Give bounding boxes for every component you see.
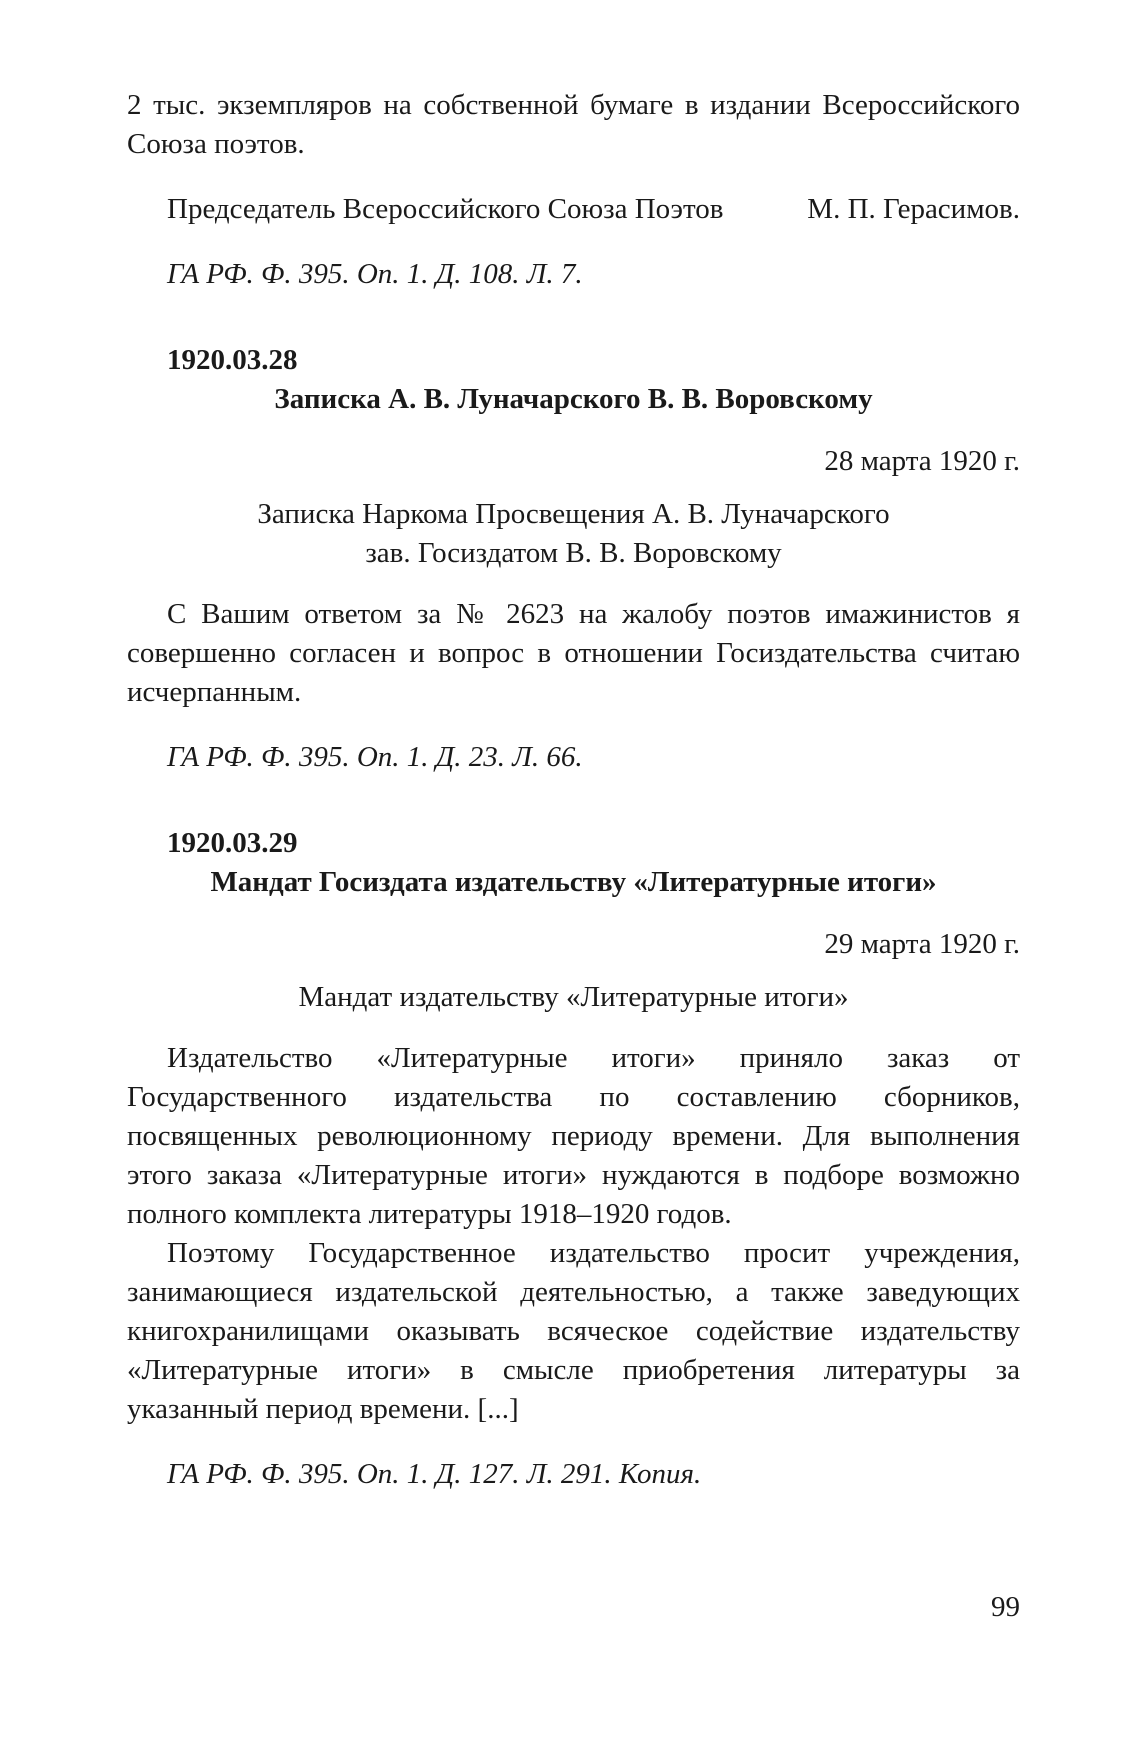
signature-position: Председатель Всероссийского Союза Поэтов	[167, 193, 724, 225]
doc-1-body: С Вашим ответом за № 2623 на жалобу поэтов имажинистов я совершенно согласен и вопрос в отношении Госиздательства считаю исчерпанным.	[127, 598, 1020, 708]
doc-2-date: 29 марта 1920 г.	[824, 928, 1020, 960]
doc-1-title: Записка А. В. Луначарского В. В. Воровскому	[274, 383, 873, 415]
doc-2-archive: ГА РФ. Ф. 395. Оп. 1. Д. 127. Л. 291. Копия.	[167, 1458, 702, 1490]
archive-reference-1: ГА РФ. Ф. 395. Оп. 1. Д. 108. Л. 7.	[167, 258, 583, 290]
doc-2-heading: Мандат издательству «Литературные итоги»	[298, 981, 849, 1013]
doc-2-paragraph-2: Поэтому Государственное издательство просит учреждения, занимающиеся издательской деятельностью, а также заведующих книгохранилищами оказывать всяческое содействие издательству «Литературные итоги» в смысле приобретения литературы за указанный период времени. [...]	[127, 1237, 1020, 1425]
doc-2-number: 1920.03.29	[167, 827, 298, 859]
signature-line	[127, 190, 1020, 229]
doc-1-heading-line1: Записка Наркома Просвещения А. В. Луначарского	[257, 498, 890, 530]
doc-2-title: Мандат Госиздата издательству «Литературные итоги»	[210, 866, 937, 898]
doc-1-heading-line2: зав. Госиздатом В. В. Воровскому	[365, 537, 782, 569]
continuation-paragraph: 2 тыс. экземпляров на собственной бумаге в издании Всероссийского Союза поэтов.	[127, 89, 1020, 160]
page-content	[127, 86, 1020, 1494]
page-number: 99	[991, 1591, 1020, 1623]
signature-name: М. П. Герасимов.	[807, 193, 1020, 225]
doc-1-number: 1920.03.28	[167, 344, 298, 376]
doc-1-archive: ГА РФ. Ф. 395. Оп. 1. Д. 23. Л. 66.	[167, 741, 583, 773]
doc-2-paragraph-1: Издательство «Литературные итоги» приняло заказ от Государственного издательства по составлению сборников, посвященных революционному периоду времени. Для выполнения этого заказа «Литературные итоги» нуждаются в подборе возможно полного комплекта литературы 1918–1920 годов.	[127, 1042, 1020, 1230]
doc-1-date: 28 марта 1920 г.	[824, 445, 1020, 477]
